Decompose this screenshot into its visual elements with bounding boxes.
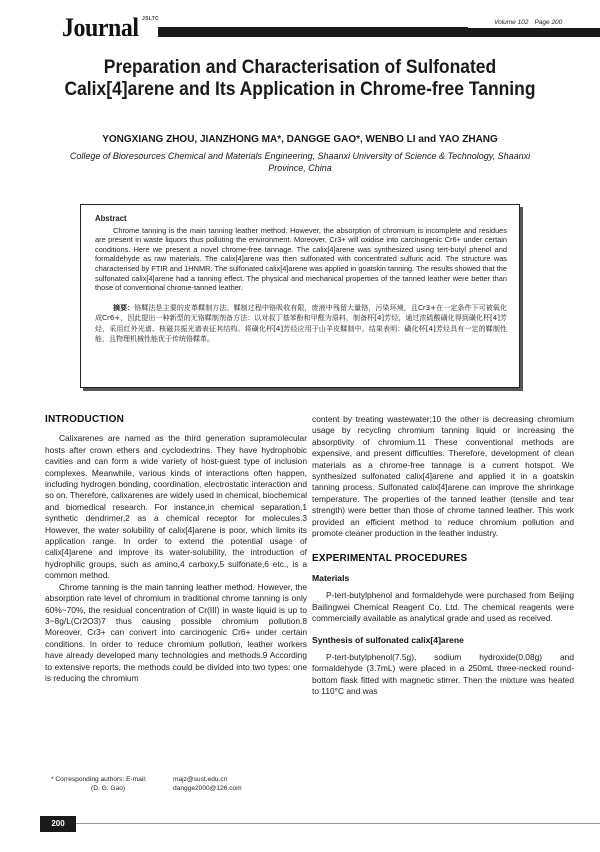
corr-email-2[interactable]: dangge2000@126.com (173, 785, 242, 792)
article-title: Preparation and Characterisation of Sulfonated Calix[4]arene and Its Application in Chrome-free Tanning (64, 57, 536, 100)
volume-label: Volume 102 (494, 19, 529, 26)
right-column (312, 414, 574, 698)
volume-info (494, 19, 568, 26)
materials-text: P-tert-butylphenol and formaldehyde were purchased from Beijing Bailingwei Chemical Reagent Co. Ltd. The chemical reagents were commercially available as analytical grade and used as received. (312, 590, 574, 624)
page-header (0, 0, 600, 44)
left-column (45, 414, 307, 684)
abstract-box (80, 204, 520, 388)
experimental-heading: EXPERIMENTAL PROCEDURES (312, 553, 468, 565)
logo-word: Journal (62, 13, 139, 42)
abstract-chinese-text: 铬鞣法是主要的皮革鞣制方法。鞣制过程中铬吸收有限，废液中残留大量铬，污染环境，且Cr3+在一定条件下可被氧化成Cr6+，因此提出一种新型的无铬鞣制剂备方法：以对叔丁基苯酚和甲醛为原料，制备杯[4]芳烃，通过浓硫酸磺化得到磺化杯[4]芳烃，采用红外光谱、核磁共振光谱表征其结构。将磺化杯[4]芳烃应用于山羊皮鞣制中。结果表明：磺化杯[4]芳烃具有一定的鞣制性能，且物理机械性能优于传统铬鞣革。 (95, 303, 507, 344)
intro-paragraph-1: Calixarenes are named as the third generation supramolecular hosts after crown ethers and cyclodextrins. They have hydrophobic cavities and can form a wide variety of host-guest type of inclusion complexes. Meanwhile, various kinds of interactions often happen, including hydrogen bonding, coordination, electrostatic interaction and so on. Therefore, calixarenes are widely used in chemical, biochemical and biomedical research. For instance,in chemical separation,1 synthetic dendrimer,2 as a chemical receptor for molecules.3 However, the water solubility of calix[4]arene is poor, which limits its application range. In order to extend the potential usage of calix[4]arene and improve its water-solubility, the introduction of hydrophilic groups, such as amino,4 carboxy,5 sulfonate,6 etc., is a common method. (45, 433, 307, 581)
corr-label: * Corresponding authors: E-mail: (51, 776, 147, 783)
intro-continued: content by treating wastewater;10 the other is decreasing chromium usage by recycling chromium tanning liquid or increasing the absorptivity of chromium.11 These conventional methods are expensive, and present difficulties. Therefore, development of clean materials as a chrome-free tannage is a current hotspot. We synthesized sulfonated calix[4]arene and applied it in a goatskin tanning process. Sulfonated calix[4]arene can improve the shrinkage temperature. The properties of the tanned leather (tensile and tear strength) were better than those of chrome tanned leather. This work provided an efficient method to reduce chromium pollution and promote cleaner production in the leather industry. (312, 414, 574, 539)
corresponding-authors (45, 775, 242, 793)
page-number: 200 (40, 816, 76, 832)
introduction-heading: INTRODUCTION (45, 414, 125, 425)
author-list: YONGXIANG ZHOU, JIANZHONG MA*, DANGGE GAO*, WENBO LI and YAO ZHANG (102, 134, 498, 145)
footer-rule (76, 823, 600, 824)
corr-email-1[interactable]: majz@sust.edu.cn (173, 776, 228, 783)
page-label: Page 200 (534, 19, 563, 26)
materials-heading: Materials (312, 572, 350, 583)
abstract-chinese-label: 摘要： (113, 303, 135, 312)
abstract-text: Chrome tanning is the main tanning leather method. However, the absorption of chromium is incomplete and residues are present in waste liquors thus polluting the environment. Moreover, Cr3+ will oxidise into carcinogenic Cr6+ under certain conditions. Here we present a novel chrome-free tannage. The calix[4]arene was synthesized using tert-butyl phenol and formaldehyde as raw materials. The calix[4]arene was then sulfonated with concentrated sulfuric acid. The structure was characterised by FTIR and 1HNMR. The sulfonated calix[4]arene was applied in goatskin tanning. The results showed that the sulfonated calix[4]arene had a tanning effect. The physical and mechanical properties of the tanned leather were better than those of conventional chrome-tanned leather. (95, 225, 507, 293)
corr-name-2: (D. G. Gao) (91, 785, 126, 792)
abstract-heading: Abstract (95, 214, 127, 223)
intro-paragraph-2: Chrome tanning is the main tanning leather method. However, the absorption rate level of chromium in traditional chrome tanning is only 60%~70%, the residual concentration of Cr(III) in waste liquid is up to 3~8g/L(Cr2O3)7 thus causing possible chromium pollution.8 Moreover, Cr3+ can convert into carcinogenic Cr6+ under certain conditions. In order to reduce chromium pollution, leather workers have already developed many technologies and methods.9 According to extensive reports, the methods could be divided into two types: one is reducing the chromium (45, 581, 307, 683)
synthesis-text: P-tert-butylphenol(7.5g), sodium hydroxide(0.08g) and formaldehyde (3.7mL) were placed in a 250mL three-necked round-bottom flask fitted with magnetic stirrer. Then the mixture was heated to 110°C and was (312, 651, 574, 697)
header-rule (158, 27, 600, 37)
abstract-chinese (95, 303, 507, 345)
logo-abbrev: JSLTC (142, 16, 159, 22)
affiliation: College of Bioresources Chemical and Materials Engineering, Shaanxi University of Science & Technology, Shaanxi Province, China (69, 151, 531, 173)
synthesis-heading: Synthesis of sulfonated calix[4]arene (312, 634, 464, 645)
